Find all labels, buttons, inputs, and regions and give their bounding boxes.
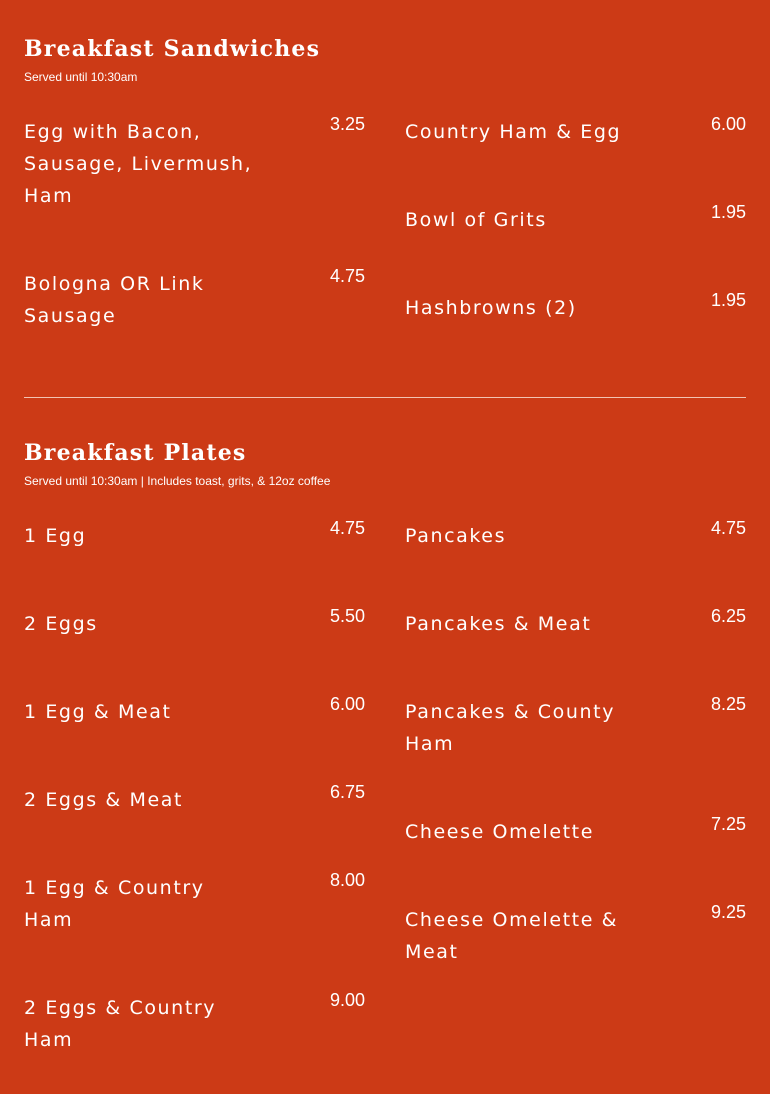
item-price: 4.75 — [329, 518, 365, 538]
section-subtitle: Served until 10:30am — [24, 70, 138, 84]
item-name: Country Ham & Egg — [405, 121, 622, 143]
item-price: 8.00 — [329, 870, 365, 890]
item-name: Pancakes & Meat — [405, 613, 592, 635]
item-price: 7.25 — [710, 814, 746, 834]
item-price: 4.75 — [329, 266, 365, 286]
item-name: 1 Egg & Country Ham — [24, 877, 205, 931]
item-name: Hashbrowns (2) — [405, 297, 577, 319]
item-name: Bologna OR Link Sausage — [24, 273, 205, 327]
item-price: 6.00 — [329, 694, 365, 714]
breakfast-plates-section — [24, 440, 746, 1080]
item-price: 9.25 — [710, 902, 746, 922]
item-price: 8.25 — [710, 694, 746, 714]
item-price: 6.00 — [710, 114, 746, 134]
item-name: 1 Egg — [24, 525, 87, 547]
item-name: Cheese Omelette & Meat — [405, 909, 619, 963]
item-price: 6.75 — [329, 782, 365, 802]
item-price: 9.00 — [329, 990, 365, 1010]
section-title: Breakfast Sandwiches — [24, 36, 321, 62]
item-name: 2 Eggs — [24, 613, 98, 635]
section-title: Breakfast Plates — [24, 440, 247, 466]
item-price: 1.95 — [710, 202, 746, 222]
item-price: 3.25 — [329, 114, 365, 134]
item-name: Egg with Bacon, Sausage, Livermush, Ham — [24, 121, 253, 207]
item-name: Pancakes — [405, 525, 507, 547]
item-price: 5.50 — [329, 606, 365, 626]
item-name: Pancakes & County Ham — [405, 701, 616, 755]
item-name: 2 Eggs & Meat — [24, 789, 184, 811]
item-name: Cheese Omelette — [405, 821, 595, 843]
item-name: 1 Egg & Meat — [24, 701, 172, 723]
breakfast-sandwiches-section — [24, 36, 746, 356]
section-divider — [24, 397, 746, 398]
item-name: 2 Eggs & Country Ham — [24, 997, 217, 1051]
item-price: 6.25 — [710, 606, 746, 626]
item-price: 4.75 — [710, 518, 746, 538]
section-subtitle: Served until 10:30am | Includes toast, grits, & 12oz coffee — [24, 474, 331, 488]
item-price: 1.95 — [710, 290, 746, 310]
item-name: Bowl of Grits — [405, 209, 547, 231]
